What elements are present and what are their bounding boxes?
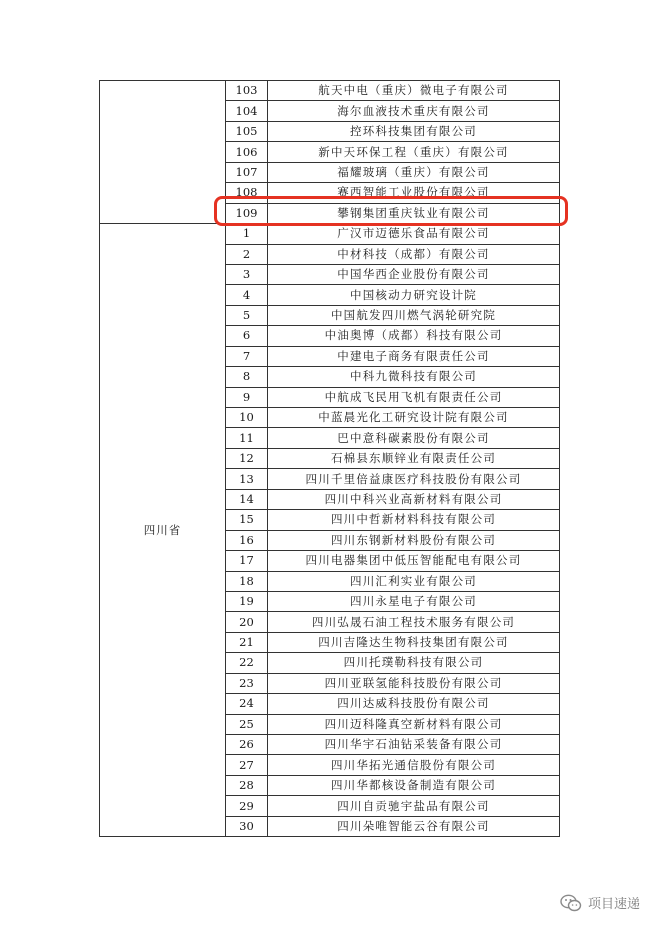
- row-number: 11: [226, 428, 268, 448]
- row-number: 20: [226, 612, 268, 632]
- company-name: 四川千里倍益康医疗科技股份有限公司: [268, 469, 560, 489]
- row-number: 106: [226, 142, 268, 162]
- row-number: 104: [226, 101, 268, 121]
- row-number: 14: [226, 489, 268, 509]
- company-name: 控环科技集团有限公司: [268, 121, 560, 141]
- company-name: 航天中电（重庆）微电子有限公司: [268, 81, 560, 101]
- row-number: 26: [226, 735, 268, 755]
- company-name: 攀钢集团重庆钛业有限公司: [268, 203, 560, 223]
- company-name: 海尔血液技术重庆有限公司: [268, 101, 560, 121]
- company-name: 四川永星电子有限公司: [268, 591, 560, 611]
- row-number: 23: [226, 673, 268, 693]
- row-number: 27: [226, 755, 268, 775]
- row-number: 2: [226, 244, 268, 264]
- row-number: 28: [226, 775, 268, 795]
- company-name: 中国华西企业股份有限公司: [268, 264, 560, 284]
- watermark-text: 项目速递: [587, 897, 640, 912]
- company-name: 巴中意科碳素股份有限公司: [268, 428, 560, 448]
- company-name: 中蓝晨光化工研究设计院有限公司: [268, 408, 560, 428]
- row-number: 17: [226, 551, 268, 571]
- company-name: 中国航发四川燃气涡轮研究院: [268, 305, 560, 325]
- company-name: 新中天环保工程（重庆）有限公司: [268, 142, 560, 162]
- row-number: 24: [226, 694, 268, 714]
- row-number: 29: [226, 796, 268, 816]
- company-name: 四川中科兴业高新材料有限公司: [268, 489, 560, 509]
- row-number: 105: [226, 121, 268, 141]
- company-name: 中航成飞民用飞机有限责任公司: [268, 387, 560, 407]
- province-cell-sichuan: 四川省: [100, 224, 226, 837]
- company-name: 四川华宇石油钻采装备有限公司: [268, 735, 560, 755]
- company-name: 中油奥博（成都）科技有限公司: [268, 326, 560, 346]
- watermark: [560, 893, 640, 912]
- company-name: 四川中哲新材料科技有限公司: [268, 510, 560, 530]
- company-name: 中科九微科技有限公司: [268, 367, 560, 387]
- wechat-icon: [560, 894, 582, 912]
- company-name: 四川华拓光通信股份有限公司: [268, 755, 560, 775]
- company-name: 四川达威科技股份有限公司: [268, 694, 560, 714]
- company-name: 四川吉隆达生物科技集团有限公司: [268, 632, 560, 652]
- row-number: 25: [226, 714, 268, 734]
- province-cell-chongqing: [100, 81, 226, 224]
- company-name: 广汉市迈德乐食品有限公司: [268, 224, 560, 244]
- company-name: 赛西智能工业股份有限公司: [268, 183, 560, 203]
- company-name: 四川弘晟石油工程技术服务有限公司: [268, 612, 560, 632]
- row-number: 5: [226, 305, 268, 325]
- row-number: 22: [226, 653, 268, 673]
- company-name: 四川东钢新材料股份有限公司: [268, 530, 560, 550]
- company-list-body: [100, 81, 560, 837]
- row-number: 18: [226, 571, 268, 591]
- company-name: 四川亚联氢能科技股份有限公司: [268, 673, 560, 693]
- row-number: 4: [226, 285, 268, 305]
- row-number: 30: [226, 816, 268, 836]
- table-row: [100, 224, 560, 244]
- company-name: 四川自贡驰宇盐品有限公司: [268, 796, 560, 816]
- company-name: 中建电子商务有限责任公司: [268, 346, 560, 366]
- row-number: 6: [226, 326, 268, 346]
- table-row: [100, 81, 560, 101]
- company-name: 福耀玻璃（重庆）有限公司: [268, 162, 560, 182]
- company-name: 中材科技（成都）有限公司: [268, 244, 560, 264]
- row-number: 13: [226, 469, 268, 489]
- company-name: 四川汇利实业有限公司: [268, 571, 560, 591]
- row-number: 3: [226, 264, 268, 284]
- row-number: 16: [226, 530, 268, 550]
- row-number: 8: [226, 367, 268, 387]
- row-number: 19: [226, 591, 268, 611]
- row-number: 21: [226, 632, 268, 652]
- row-number: 12: [226, 448, 268, 468]
- row-number: 7: [226, 346, 268, 366]
- company-name: 石棉县东顺锌业有限责任公司: [268, 448, 560, 468]
- company-name: 中国核动力研究设计院: [268, 285, 560, 305]
- row-number: 103: [226, 81, 268, 101]
- company-name: 四川电器集团中低压智能配电有限公司: [268, 551, 560, 571]
- row-number: 1: [226, 224, 268, 244]
- company-list-table: [99, 80, 560, 837]
- row-number: 107: [226, 162, 268, 182]
- company-name: 四川朵唯智能云谷有限公司: [268, 816, 560, 836]
- row-number: 15: [226, 510, 268, 530]
- company-name: 四川迈科隆真空新材料有限公司: [268, 714, 560, 734]
- row-number: 10: [226, 408, 268, 428]
- company-name: 四川托璞勒科技有限公司: [268, 653, 560, 673]
- row-number: 9: [226, 387, 268, 407]
- row-number: 109: [226, 203, 268, 223]
- row-number: 108: [226, 183, 268, 203]
- company-name: 四川华都核设备制造有限公司: [268, 775, 560, 795]
